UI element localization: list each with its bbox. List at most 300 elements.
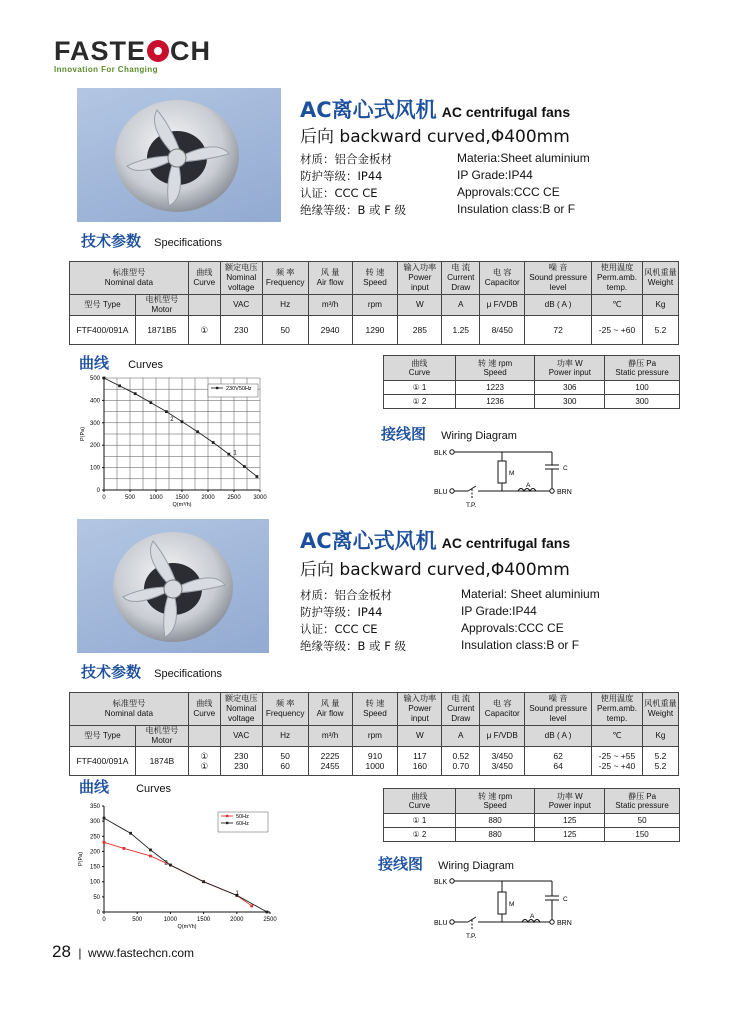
brand-tagline: Innovation For Changing [54, 65, 158, 74]
col-weight [642, 693, 678, 726]
wiring-diagram-2 [430, 872, 590, 940]
data-point [181, 420, 184, 423]
y-tick-label: 250 [89, 834, 100, 841]
cell-current: 0.52 0.70 [442, 747, 480, 776]
cell-temp: -25 ~ +60 [592, 316, 643, 345]
spec-material-cn: 材质：铝合金板材 [300, 152, 392, 166]
wire-blu-label: BLU [434, 920, 448, 927]
data-point [103, 841, 106, 844]
col-label: Nominal data [104, 709, 154, 718]
col-label: 静压 Pa [628, 792, 657, 801]
section-wiring-2 [378, 853, 514, 874]
data-point [196, 430, 199, 433]
x-tick-label: 2000 [230, 917, 244, 923]
col-label: Perm.amb. [596, 704, 638, 713]
curve-marker-label: 2 [164, 860, 168, 867]
data-point [202, 880, 205, 883]
col-label: level [549, 714, 567, 723]
curve-marker-label: 1 [235, 890, 239, 897]
op-col-power [535, 356, 605, 381]
section-specifications-2 [81, 661, 222, 682]
product-title-1 [300, 94, 570, 124]
section-curves-2 [79, 776, 171, 797]
cell-frequency: 50 [262, 316, 308, 345]
title-cn: AC离心式风机 [300, 98, 437, 122]
section-title-en: Specifications [154, 237, 222, 249]
product-subtitle-2: 后向 backward curved,Φ400mm [300, 560, 570, 580]
x-tick-label: 3000 [253, 495, 267, 501]
col-label: 噪 音 [548, 694, 568, 703]
curve-marker-label: 2 [170, 416, 174, 423]
spec-approvals-en: Approvals:CCC CE [461, 621, 564, 635]
specs-cn-1 [300, 151, 406, 219]
op-row [384, 395, 680, 409]
footer-url[interactable]: www.fastechcn.com [87, 946, 194, 960]
table-row [70, 316, 679, 345]
col-label: 输入功率 [403, 263, 437, 272]
x-tick-label: 0 [102, 495, 106, 501]
op-cell: ① 2 [384, 395, 456, 409]
unit-cell [188, 726, 220, 747]
col-label: 风 量 [320, 268, 340, 277]
op-col-pressure [605, 356, 680, 381]
col-label: 电 流 [451, 263, 471, 272]
section-title-cn: 接线图 [378, 855, 424, 873]
thermal-protector-label: T.P. [466, 502, 477, 509]
col-label: Nominal [226, 273, 257, 282]
col-label: Static pressure [615, 368, 669, 377]
x-tick-label: 500 [132, 917, 143, 923]
fan-impeller-icon [77, 88, 281, 222]
col-frequency [262, 693, 308, 726]
op-table-1 [383, 355, 680, 409]
unit-cell: VAC [220, 295, 262, 316]
col-label: 电 流 [451, 694, 471, 703]
section-title-en: Specifications [154, 668, 222, 680]
cell-type: FTF400/091A [70, 316, 136, 345]
col-capacitor [480, 693, 525, 726]
section-title-en: Wiring Diagram [438, 860, 514, 872]
title-cn: AC离心式风机 [300, 529, 437, 553]
page-number: 28 [52, 942, 71, 961]
col-label: 使用温度 [600, 694, 634, 703]
col-label: 功率 W [556, 792, 583, 801]
specs-en-1 [457, 150, 590, 218]
spec-material-en: Materia:Sheet aluminium [457, 151, 590, 165]
op-cell: 100 [605, 381, 680, 395]
col-label: 曲线 [196, 699, 213, 708]
col-label: Draw [451, 714, 471, 723]
col-label: Sound pressure [529, 273, 587, 282]
op-row [384, 381, 680, 395]
series-line [104, 842, 252, 906]
col-label: 输入功率 [403, 694, 437, 703]
curve-marker-label: 1 [233, 450, 237, 457]
data-point [123, 847, 126, 850]
wire-brn-label: BRN [557, 489, 572, 496]
x-tick-label: 1500 [196, 917, 211, 923]
data-point [227, 453, 230, 456]
spec-approvals-cn: 认证：CCC CE [300, 186, 378, 200]
legend-swatch-marker [226, 815, 228, 817]
legend-swatch-marker [216, 387, 218, 389]
col-label: 频 率 [275, 699, 295, 708]
x-tick-label: 2000 [201, 495, 215, 501]
table-unit-row [70, 726, 679, 747]
unit-cell: dB ( A ) [525, 295, 592, 316]
op-cell: ① 1 [384, 814, 456, 828]
col-curve [188, 693, 220, 726]
y-tick-label: 0 [96, 488, 100, 494]
col-label: Capacitor [484, 709, 520, 718]
col-label: 风机重量 [644, 699, 677, 708]
inductor-label: A [530, 913, 535, 920]
unit-cell: rpm [352, 295, 398, 316]
footer-separator: | [78, 946, 82, 960]
col-label: 曲线 [196, 268, 213, 277]
col-label: 转 速 [365, 699, 385, 708]
col-label: 风 量 [320, 699, 340, 708]
data-point [149, 401, 152, 404]
motor-label: M [509, 470, 515, 477]
curve-chart-1 [78, 370, 278, 512]
title-en: AC centrifugal fans [441, 535, 571, 551]
unit-cell: Kg [642, 295, 678, 316]
col-label: 曲线 [411, 792, 428, 801]
col-label: input [410, 714, 429, 723]
specs-en-2 [461, 586, 600, 654]
op-header-row [384, 789, 680, 814]
op-cell: ① 2 [384, 828, 456, 842]
data-point [212, 441, 215, 444]
col-frequency [262, 262, 308, 295]
unit-cell [188, 295, 220, 316]
col-label: temp. [606, 714, 628, 723]
y-tick-label: 500 [89, 376, 100, 382]
data-point [149, 855, 152, 858]
op-header-row [384, 356, 680, 381]
unit-cell: ℃ [592, 295, 643, 316]
spec-material-cn: 材质：铝合金板材 [300, 588, 392, 602]
col-label: 曲线 [411, 359, 428, 368]
cell-voltage: 230 [220, 316, 262, 345]
page-footer [52, 942, 194, 962]
y-axis-label: P(Pa) [78, 851, 84, 867]
col-label: Weight [647, 709, 674, 718]
thermal-protector-label: T.P. [466, 933, 477, 940]
cell-speed: 910 1000 [352, 747, 398, 776]
spec-table-2 [69, 692, 679, 776]
spec-approvals-cn: 认证：CCC CE [300, 622, 378, 636]
motor-label: M [509, 901, 515, 908]
col-label: Power input [548, 801, 591, 810]
unit-cell: Kg [642, 726, 678, 747]
col-label: 额定电压 [224, 694, 258, 703]
data-point [149, 849, 152, 852]
col-current [442, 262, 480, 295]
spec-material-en: Material: Sheet aluminium [461, 587, 600, 601]
unit-cell: ℃ [592, 726, 643, 747]
op-cell: 125 [535, 828, 605, 842]
brand-logo [54, 37, 211, 74]
y-tick-label: 100 [89, 465, 100, 472]
cell-current: 1.25 [442, 316, 480, 345]
col-label: Sound pressure [529, 704, 588, 713]
inductor-label: A [526, 482, 531, 489]
unit-cell: Hz [262, 726, 308, 747]
section-title-cn: 技术参数 [81, 663, 142, 681]
col-label: Curve [193, 709, 216, 718]
title-en: AC centrifugal fans [441, 104, 571, 120]
spec-ip-cn: 防护等级：IP44 [300, 605, 383, 619]
col-label: voltage [228, 714, 255, 723]
x-tick-label: 1000 [163, 917, 178, 923]
unit-cell: A [442, 295, 480, 316]
cell-sound: 62 64 [525, 747, 592, 776]
col-label: Power [408, 704, 432, 713]
col-label: Capacitor [484, 278, 520, 287]
section-specifications-1 [81, 230, 222, 251]
op-col-pressure [605, 789, 680, 814]
col-label: 频 率 [275, 268, 295, 277]
spec-insulation-en: Insulation class:B or F [457, 202, 576, 216]
legend-label: 60Hz [236, 821, 249, 827]
col-label: level [549, 283, 567, 292]
cell-capacitor: 8/450 [480, 316, 525, 345]
data-point [103, 817, 106, 820]
cell-motor: 1874B [135, 747, 188, 776]
cell-weight: 5.2 [642, 316, 678, 345]
col-label: Weight [647, 278, 674, 287]
op-cell: 1236 [455, 395, 535, 409]
section-title-cn: 曲线 [79, 778, 110, 796]
data-point [169, 864, 172, 867]
col-label: voltage [228, 283, 255, 292]
fan-impeller-icon [77, 519, 269, 653]
curve-chart-2 [76, 798, 282, 934]
col-label: Curve [408, 801, 431, 810]
col-label: 标准型号 [112, 699, 146, 708]
cell-type: FTF400/091A [70, 747, 136, 776]
data-point [103, 377, 106, 380]
spec-insulation-cn: 绝缘等级：B 或 F 级 [300, 203, 406, 217]
col-label: 转 速 rpm [477, 792, 513, 801]
col-label: Perm.amb. [596, 273, 637, 282]
data-point [266, 911, 269, 914]
wire-blk-label: BLK [434, 450, 448, 457]
specs-cn-2 [300, 587, 406, 655]
col-label: Draw [451, 283, 471, 292]
col-voltage [220, 693, 262, 726]
cell-sound: 72 [525, 316, 592, 345]
cell-capacitor: 3/450 3/450 [480, 747, 525, 776]
cell-motor: 1871B5 [135, 316, 188, 345]
col-label: Curve [408, 368, 431, 377]
unit-cell: 型号 Type [70, 726, 136, 747]
op-cell: 300 [605, 395, 680, 409]
x-tick-label: 1000 [149, 495, 163, 501]
op-col-curve [384, 356, 456, 381]
y-tick-label: 350 [89, 804, 100, 810]
wiring-diagram-1 [430, 443, 590, 509]
spec-insulation-cn: 绝缘等级：B 或 F 级 [300, 639, 406, 653]
col-nominal-data [70, 693, 189, 726]
col-temp [592, 693, 643, 726]
data-point [165, 410, 168, 413]
x-tick-label: 500 [124, 495, 136, 501]
spec-ip-en: IP Grade:IP44 [461, 604, 537, 618]
section-title-cn: 曲线 [79, 354, 110, 372]
col-label: 转 速 rpm [477, 359, 513, 368]
op-cell: 880 [455, 814, 535, 828]
col-air-flow [308, 693, 352, 726]
col-label: Air flow [316, 278, 344, 287]
unit-cell: 电机型号 Motor [135, 295, 188, 316]
col-label: 标准型号 [112, 268, 146, 277]
op-row [384, 828, 680, 842]
unit-cell: 电机型号 Motor [135, 726, 188, 747]
y-tick-label: 0 [96, 910, 100, 916]
col-sound [525, 693, 592, 726]
col-label: Air flow [316, 709, 344, 718]
op-cell: 150 [605, 828, 680, 842]
col-label: input [410, 283, 429, 292]
op-col-speed [455, 789, 535, 814]
op-cell: 880 [455, 828, 535, 842]
col-sound [525, 262, 592, 295]
wire-brn-label: BRN [557, 920, 572, 927]
product-photo-1 [77, 88, 281, 222]
data-point [118, 384, 121, 387]
unit-cell: A [442, 726, 480, 747]
op-col-curve [384, 789, 456, 814]
col-current [442, 693, 480, 726]
col-power-input [398, 693, 442, 726]
op-col-power [535, 789, 605, 814]
col-voltage [220, 262, 262, 295]
spec-table-1 [69, 261, 679, 345]
col-power-input [398, 262, 442, 295]
col-curve [188, 262, 220, 295]
cell-speed: 1290 [352, 316, 398, 345]
col-label: temp. [606, 283, 628, 292]
col-speed [352, 693, 398, 726]
col-label: Curve [193, 278, 216, 287]
y-tick-label: 200 [89, 849, 100, 856]
y-tick-label: 150 [89, 864, 100, 871]
capacitor-label: C [563, 465, 568, 472]
col-weight [642, 262, 678, 295]
spec-approvals-en: Approvals:CCC CE [457, 185, 560, 199]
product-subtitle-1: 后向 backward curved,Φ400mm [300, 127, 570, 147]
unit-cell: Hz [262, 295, 308, 316]
y-tick-label: 400 [89, 398, 100, 405]
col-label: 风机重量 [644, 268, 677, 277]
col-label: 转 速 [365, 268, 385, 277]
unit-cell: W [398, 295, 442, 316]
x-axis-label: Q(m³/h) [177, 924, 197, 930]
op-table-2 [383, 788, 680, 842]
legend-label: 230V50Hz [226, 386, 252, 392]
cell-power: 285 [398, 316, 442, 345]
table-header-row [70, 693, 679, 726]
brand-name: FASTE CH [54, 36, 212, 66]
data-point [134, 392, 137, 395]
col-label: Current [447, 273, 475, 282]
col-air-flow [308, 262, 352, 295]
col-label: Frequency [265, 709, 305, 718]
x-tick-label: 0 [102, 917, 106, 923]
unit-cell: W [398, 726, 442, 747]
x-axis-label: Q(m³/h) [172, 502, 192, 508]
col-label: Static pressure [615, 801, 669, 810]
cell-air-flow: 2940 [308, 316, 352, 345]
unit-cell: rpm [352, 726, 398, 747]
col-capacitor [480, 262, 525, 295]
y-tick-label: 300 [89, 420, 100, 427]
product-photo-2 [77, 519, 269, 653]
col-label: Power [408, 273, 432, 282]
spec-insulation-en: Insulation class:B or F [461, 638, 580, 652]
col-label: 电 容 [492, 268, 512, 277]
col-label: Nominal [226, 704, 257, 713]
op-row [384, 814, 680, 828]
cell-frequency: 50 60 [262, 747, 308, 776]
col-label: Speed [483, 801, 507, 810]
unit-cell: dB ( A ) [525, 726, 592, 747]
section-wiring-1 [381, 423, 517, 444]
table-unit-row [70, 295, 679, 316]
col-label: 噪 音 [548, 263, 568, 272]
spec-ip-cn: 防护等级：IP44 [300, 169, 383, 183]
unit-cell: m³/h [308, 726, 352, 747]
logo-target-icon [147, 40, 169, 62]
wire-blu-label: BLU [434, 489, 448, 496]
op-cell: 300 [535, 395, 605, 409]
section-title-en: Curves [136, 783, 171, 795]
section-title-cn: 接线图 [381, 425, 427, 443]
cell-air-flow: 2225 2455 [308, 747, 352, 776]
col-label: Nominal data [104, 278, 154, 287]
col-speed [352, 262, 398, 295]
col-label: 静压 Pa [628, 359, 657, 368]
col-label: Speed [363, 709, 387, 718]
cell-curve: ① [188, 316, 220, 345]
section-title-cn: 技术参数 [81, 232, 142, 250]
table-row [70, 747, 679, 776]
cell-weight: 5.2 5.2 [642, 747, 678, 776]
y-tick-label: 50 [93, 894, 100, 901]
legend-label: 50Hz [236, 814, 249, 820]
op-col-speed [455, 356, 535, 381]
data-point [243, 465, 246, 468]
y-axis-label: P(Pa) [80, 426, 86, 442]
col-label: 电 容 [492, 699, 512, 708]
y-tick-label: 100 [89, 879, 100, 886]
op-cell: 125 [535, 814, 605, 828]
data-point [255, 475, 258, 478]
op-cell: 306 [535, 381, 605, 395]
col-label: 使用温度 [600, 263, 634, 272]
col-label: Frequency [265, 278, 305, 287]
capacitor-label: C [563, 896, 568, 903]
y-tick-label: 200 [89, 443, 100, 450]
unit-cell: m³/h [308, 295, 352, 316]
unit-cell: VAC [220, 726, 262, 747]
unit-cell: μ F/VDB [480, 295, 525, 316]
col-label: Speed [363, 278, 387, 287]
cell-power: 117 160 [398, 747, 442, 776]
